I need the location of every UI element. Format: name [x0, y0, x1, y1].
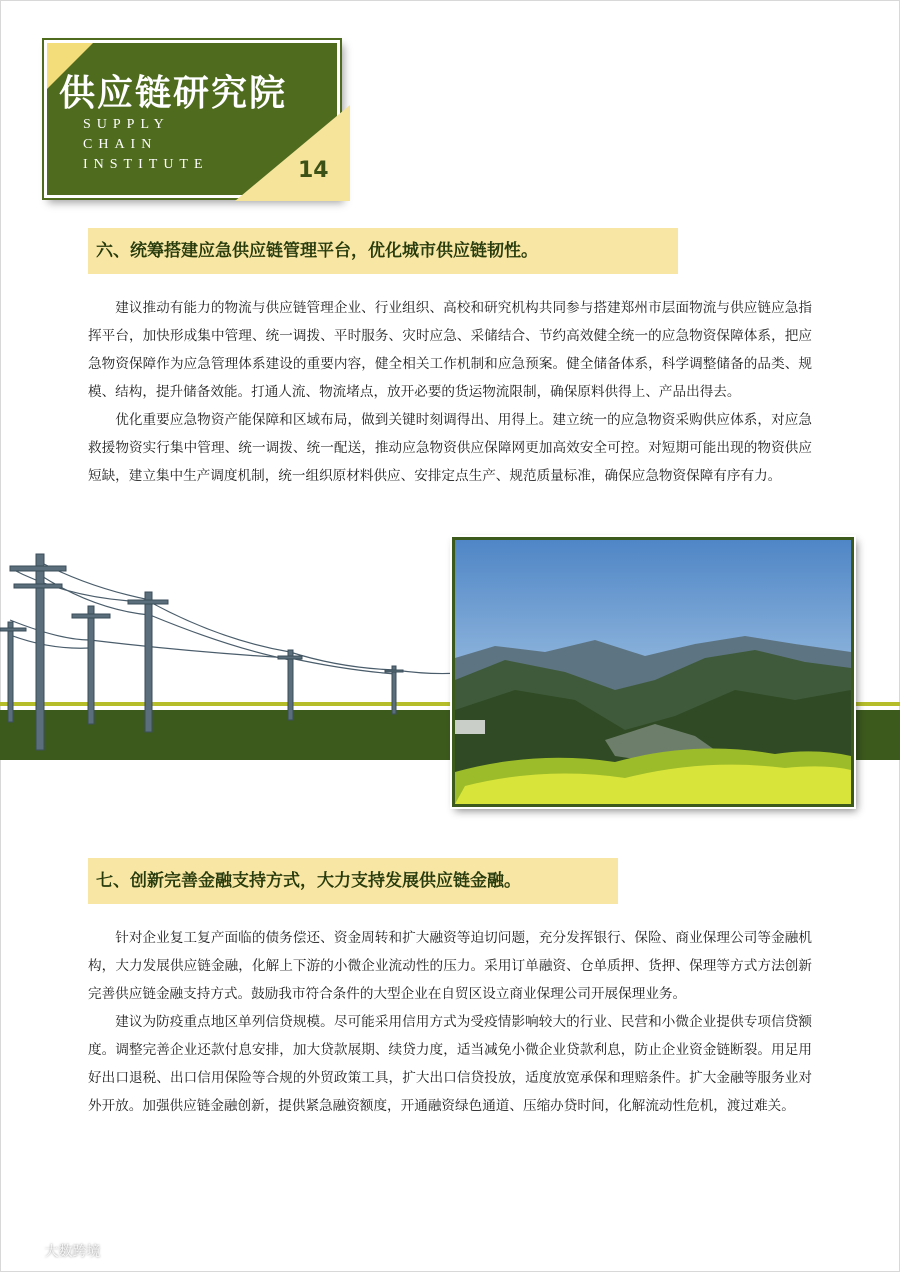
section-6-paragraph-2: 优化重要应急物资产能保障和区域布局，做到关键时刻调得出、用得上。建立统一的应急物资采购供应体系，对应急救援物资实行集中管理、统一调拨、统一配送，推动应急物资供应保障网更加高效安全可控。对短期可能出现的物资供应短缺，建立集中生产调度机制，统一组织原材料供应、安排定点生产、规范质量标准，确保应急物资保障有序有力。	[88, 412, 812, 484]
section-7-paragraph-1: 针对企业复工复产面临的债务偿还、资金周转和扩大融资等迫切问题，充分发挥银行、保险、商业保理公司等金融机构，大力发展供应链金融，化解上下游的小微企业流动性的压力。采用订单融资、仓单质押、货押、保理等方式方法创新完善供应链金融支持方式。鼓励我市符合条件的大型企业在自贸区设立商业保理公司开展保理业务。	[88, 930, 812, 1002]
section-6-paragraph-1: 建议推动有能力的物流与供应链管理企业、行业组织、高校和研究机构共同参与搭建郑州市层面物流与供应链应急指挥平台，加快形成集中管理、统一调拨、平时服务、灾时应急、采储结合、节约高效健全统一的应急物资保障体系，把应急物资保障作为应急管理体系建设的重要内容，健全相关工作机制和应急预案。健全储备体系，科学调整储备的品类、规模、结构，提升储备效能。打通人流、物流堵点，放开必要的货运物流限制，确保原料供得上、产品出得去。	[88, 300, 812, 400]
section-7-heading: 七、创新完善金融支持方式，大力支持发展供应链金融。	[88, 858, 618, 904]
power-line-illustration	[0, 540, 460, 755]
watermark	[12, 1240, 100, 1262]
section-7-body	[88, 924, 812, 1120]
logo-en-line-2: CHAIN	[83, 137, 158, 152]
mountain-landscape-photo	[452, 537, 854, 807]
logo-en-line-1: SUPPLY	[83, 117, 170, 132]
page-number-accent	[235, 105, 350, 201]
watermark-text: 大数跨境	[44, 1244, 101, 1260]
logo-english-name	[83, 115, 209, 175]
chat-bubble-icon	[12, 1246, 44, 1262]
page-number: 14	[298, 158, 329, 183]
logo-en-line-3: INSTITUTE	[83, 157, 209, 172]
section-7-paragraph-2: 建议为防疫重点地区单列信贷规模。尽可能采用信用方式为受疫情影响较大的行业、民营和小微企业提供专项信贷额度。调整完善企业还款付息安排，加大贷款展期、续贷力度，适当减免小微企业贷款利息，防止企业资金链断裂。用足用好出口退税、出口信用保险等合规的外贸政策工具，扩大出口信贷投放，适度放宽承保和理赔条件。扩大金融等服务业对外开放。加强供应链金融创新，提供紧急融资额度，开通融资绿色通道、压缩办贷时间，化解流动性危机，渡过难关。	[88, 1014, 812, 1114]
section-6-heading: 六、统筹搭建应急供应链管理平台，优化城市供应链韧性。	[88, 228, 678, 274]
logo-title: 供应链研究院	[59, 73, 288, 114]
section-6-body	[88, 294, 812, 490]
